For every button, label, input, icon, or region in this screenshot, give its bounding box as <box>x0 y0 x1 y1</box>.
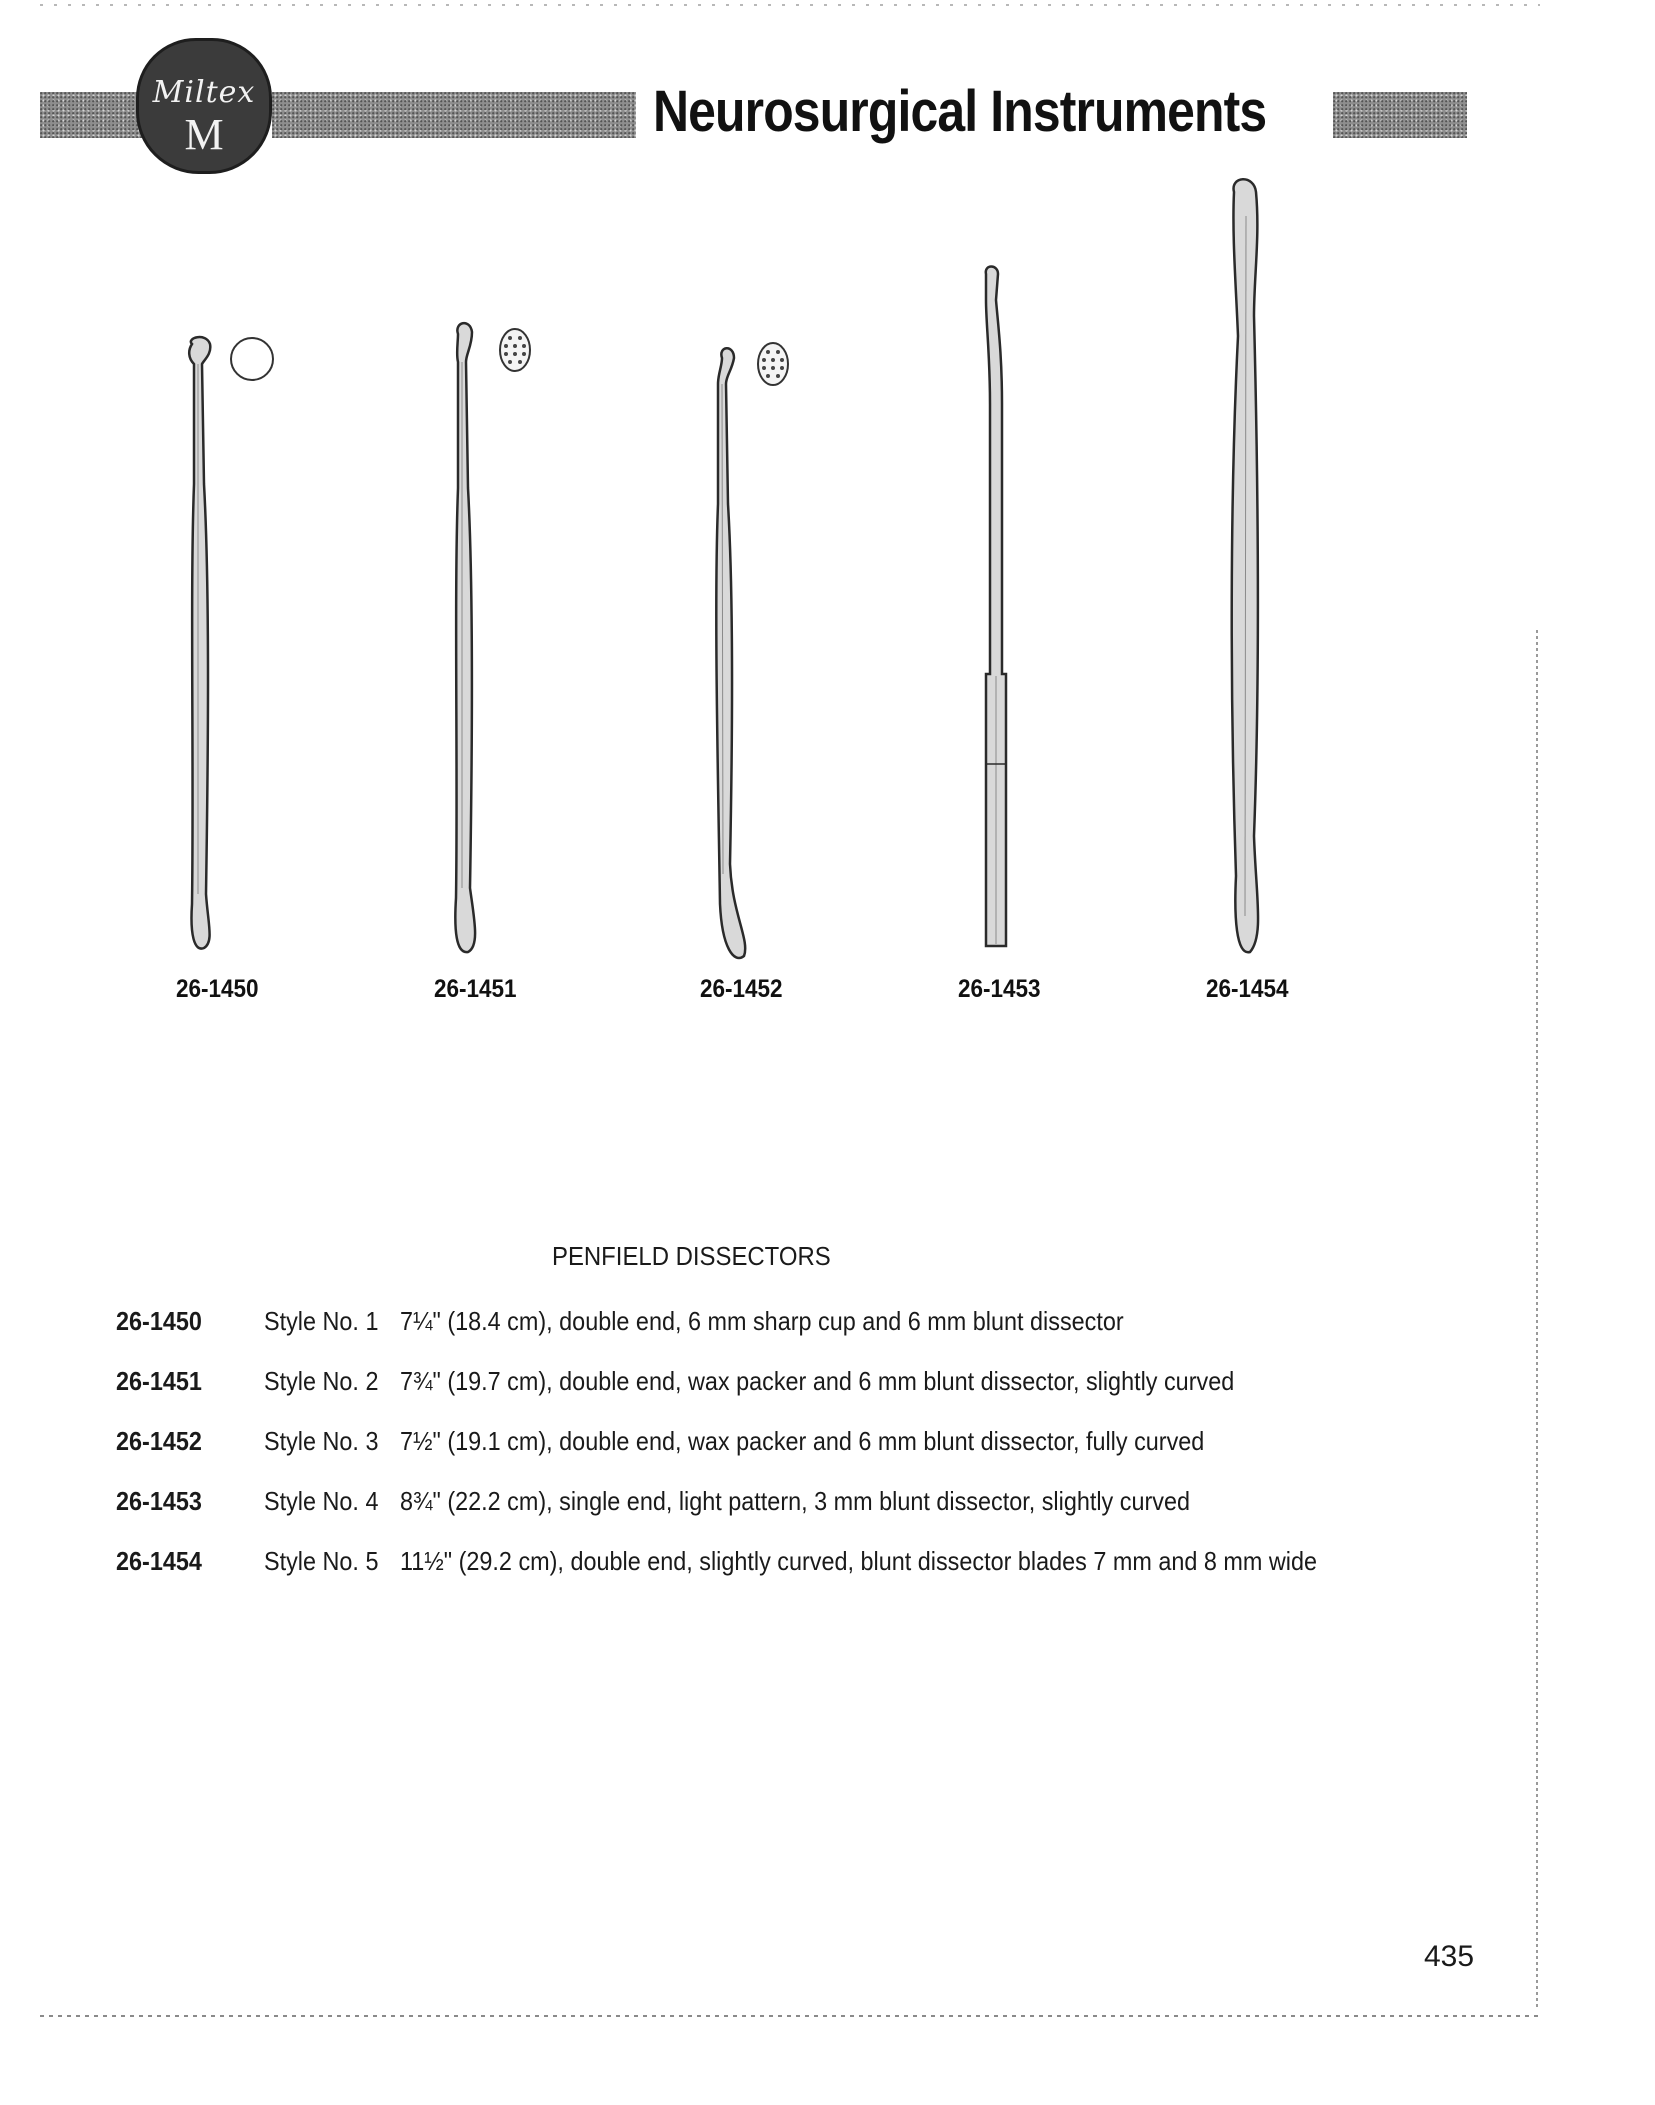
product-code: 26-1450 <box>116 1306 202 1336</box>
product-description: 7½" (19.1 cm), double end, wax packer and 6 mm blunt dissector, fully curved <box>400 1426 1205 1456</box>
product-description: 7¼" (18.4 cm), double end, 6 mm sharp cup and 6 mm blunt dissector <box>400 1306 1124 1336</box>
product-style: Style No. 2 <box>264 1366 379 1396</box>
header-bar-right <box>1333 92 1467 138</box>
wax-packer-pattern-icon <box>498 326 532 374</box>
product-style: Style No. 5 <box>264 1546 379 1576</box>
scan-artifact-right <box>1536 630 1538 2010</box>
product-description: 11½" (29.2 cm), double end, slightly curved, blunt dissector blades 7 mm and 8 mm wide <box>400 1546 1318 1576</box>
illustration-label-26-1454: 26-1454 <box>1206 975 1289 1003</box>
product-description: 8¾" (22.2 cm), single end, light pattern, 3 mm blunt dissector, slightly curved <box>400 1486 1190 1516</box>
instrument-illustration-26-1453 <box>968 264 1028 954</box>
illustration-label-26-1450: 26-1450 <box>176 975 259 1003</box>
dissector-shape <box>455 323 475 952</box>
wax-packer-pattern-icon <box>756 340 790 388</box>
dissector-shape <box>716 348 745 958</box>
header-bar-middle <box>272 92 636 138</box>
product-description: 7¾" (19.7 cm), double end, wax packer and 6 mm blunt dissector, slightly curved <box>400 1366 1235 1396</box>
instrument-illustration-26-1450 <box>178 334 278 954</box>
product-style: Style No. 3 <box>264 1426 379 1456</box>
product-code: 26-1451 <box>116 1366 202 1396</box>
page-title: Neurosurgical Instruments <box>653 79 1267 144</box>
illustration-label-26-1451: 26-1451 <box>434 975 517 1003</box>
miltex-logo <box>136 38 272 174</box>
section-heading: PENFIELD DISSECTORS <box>552 1241 831 1271</box>
instrument-illustration-26-1452 <box>700 344 810 964</box>
product-code: 26-1454 <box>116 1546 202 1576</box>
illustration-label-26-1452: 26-1452 <box>700 975 783 1003</box>
illustration-label-26-1453: 26-1453 <box>958 975 1041 1003</box>
product-code: 26-1453 <box>116 1486 202 1516</box>
instrument-illustration-26-1454 <box>1214 176 1284 956</box>
page-number: 435 <box>1424 1940 1475 1973</box>
product-code: 26-1452 <box>116 1426 202 1456</box>
scan-artifact-top <box>40 4 1540 6</box>
scan-artifact-bottom <box>40 2015 1540 2017</box>
product-style: Style No. 4 <box>264 1486 379 1516</box>
product-style: Style No. 1 <box>264 1306 379 1336</box>
header-bar-left <box>40 92 144 138</box>
instrument-illustration-26-1451 <box>440 318 540 958</box>
logo-letter: M <box>184 110 224 159</box>
dissector-shape <box>189 337 210 948</box>
logo-script: Miltex <box>152 75 256 110</box>
cup-outline-icon <box>228 335 276 383</box>
